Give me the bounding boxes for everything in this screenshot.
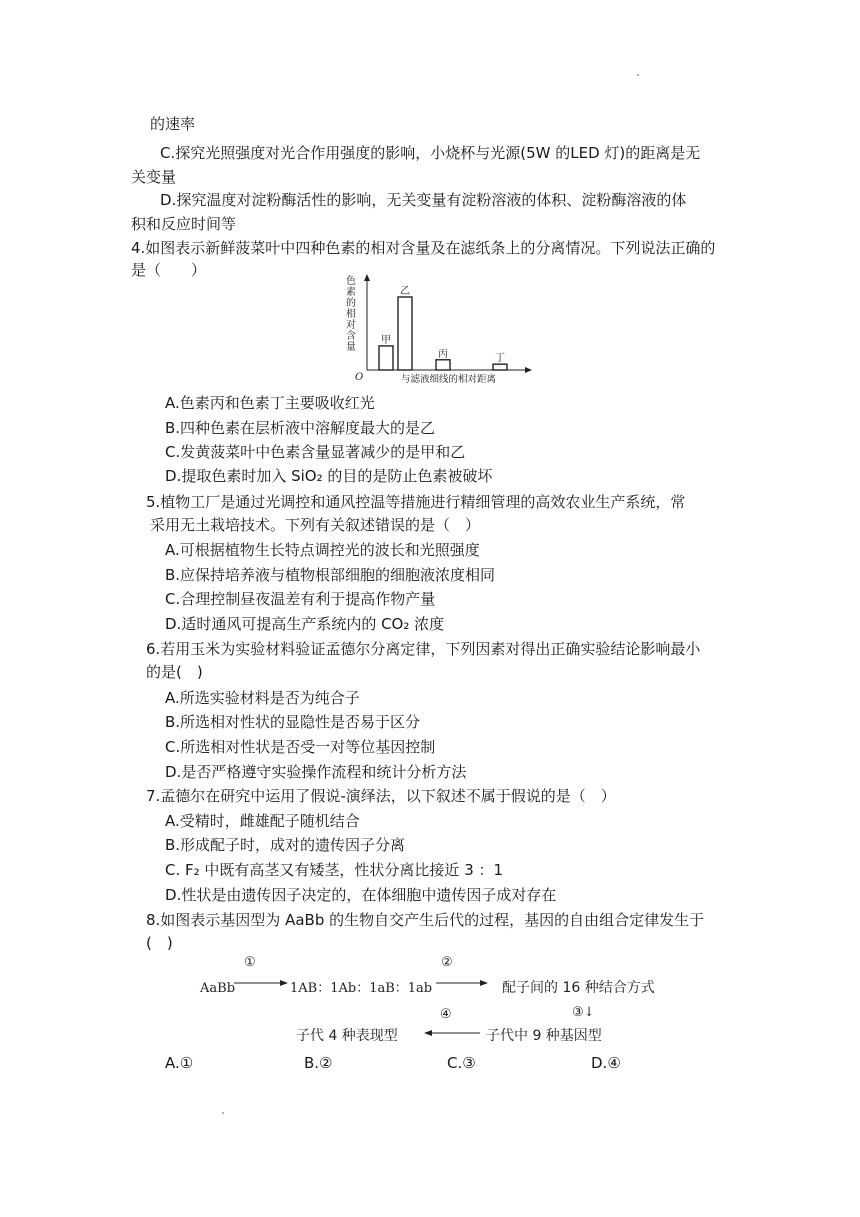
q5-option-c[interactable]: C.合理控制昼夜温差有利于提高作物产量 <box>165 590 436 608</box>
q8-stem-line2: ( ) <box>146 934 173 952</box>
scan-speck <box>222 1112 224 1114</box>
q4-option-c[interactable]: C.发黄菠菜叶中色素含量显著减少的是甲和乙 <box>165 443 466 461</box>
bar-2 <box>398 297 412 370</box>
q8-stem-line1: 8.如图表示基因型为 AaBb 的生物自交产生后代的过程，基因的自由组合定律发生于 <box>146 911 705 929</box>
q3-option-d-line2: 积和反应时间等 <box>131 215 237 233</box>
arrow-1-head <box>280 980 288 986</box>
step1-marker: ① <box>244 955 256 970</box>
step2-marker: ② <box>441 955 453 970</box>
bar-1 <box>379 346 393 370</box>
q5-stem-line1: 5.植物工厂是通过光调控和通风控温等措施进行精细管理的高效农业生产系统，常 <box>146 493 686 511</box>
chart-origin: O <box>355 372 364 383</box>
chart-xlabel: 与滤液细线的相对距离 <box>401 374 497 385</box>
q3-option-c-line2: 关变量 <box>131 168 177 186</box>
q4-option-a[interactable]: A.色素丙和色素丁主要吸收红光 <box>165 394 375 412</box>
q7-option-c[interactable]: C. F₂ 中既有高茎又有矮茎，性状分离比接近 3 ：1 <box>165 861 504 879</box>
q8-option-b[interactable]: B.② <box>304 1054 333 1072</box>
genotype-aabb: AaBb <box>200 981 236 996</box>
q4-stem-line1: 4.如图表示新鲜菠菜叶中四种色素的相对含量及在滤纸条上的分离情况。下列说法正确的 <box>131 239 716 257</box>
chart-bars <box>379 285 507 370</box>
scan-speck <box>637 74 639 76</box>
q6-option-a[interactable]: A.所选实验材料是否为纯合子 <box>165 689 360 707</box>
bar-4 <box>493 364 507 370</box>
step4-marker: ④ <box>440 1007 452 1022</box>
gamete-ratio: 1AB：1Ab：1aB：1ab <box>290 981 433 996</box>
y-axis-arrow <box>364 274 370 281</box>
pigment-bar-chart <box>335 270 535 390</box>
q7-option-b[interactable]: B.形成配子时，成对的遗传因子分离 <box>165 836 406 854</box>
q4-option-b[interactable]: B.四种色素在层析液中溶解度最大的是乙 <box>165 419 436 437</box>
bar-label-3: 丙 <box>438 348 448 360</box>
q8-option-d[interactable]: D.④ <box>591 1054 621 1072</box>
q6-option-c[interactable]: C.所选相对性状是否受一对等位基因控制 <box>165 738 436 756</box>
q7-stem: 7.孟德尔在研究中运用了假说-演绎法，以下叙述不属于假说的是（ ） <box>146 787 616 805</box>
offspring-genotypes: 子代中 9 种基因型 <box>486 1028 602 1044</box>
q6-option-d[interactable]: D.是否严格遵守实验操作流程和统计分析方法 <box>165 763 467 781</box>
q5-option-d[interactable]: D.适时通风可提高生产系统内的 CO₂ 浓度 <box>165 615 445 633</box>
x-axis-arrow <box>525 367 532 373</box>
q3-option-d-line1: D.探究温度对淀粉酶活性的影响，无关变量有淀粉溶液的体积、淀粉酶溶液的体 <box>160 191 687 209</box>
arrow-4-head <box>424 1030 432 1036</box>
q8-option-c[interactable]: C.③ <box>447 1054 476 1072</box>
cross-process-diagram <box>190 946 680 1052</box>
offspring-phenotypes: 子代 4 种表现型 <box>296 1028 398 1044</box>
bar-label-2: 乙 <box>400 286 410 297</box>
bar-label-4: 丁 <box>495 353 505 365</box>
q3-option-c-line1: C.探究光照强度对光合作用强度的影响，小烧杯与光源(5W 的LED 灯)的距离是无 <box>160 144 701 162</box>
bar-3 <box>436 360 450 370</box>
q5-stem-line2: 采用无土栽培技术。下列有关叙述错误的是（ ） <box>150 516 481 534</box>
q8-option-a[interactable]: A.① <box>165 1054 194 1072</box>
q6-stem-line2: 的是( ) <box>146 663 203 681</box>
step3-marker: ③↓ <box>572 1005 595 1020</box>
q4-option-d[interactable]: D.提取色素时加入 SiO₂ 的目的是防止色素被破坏 <box>165 467 493 485</box>
bar-label-1: 甲 <box>381 334 391 346</box>
gamete-combinations: 配子间的 16 种结合方式 <box>502 980 655 996</box>
q7-option-d[interactable]: D.性状是由遗传因子决定的，在体细胞中遗传因子成对存在 <box>165 886 557 904</box>
q5-option-a[interactable]: A.可根据植物生长特点调控光的波长和光照强度 <box>165 541 480 559</box>
q7-option-a[interactable]: A.受精时，雌雄配子随机结合 <box>165 812 360 830</box>
q3-continuation-line: 的速率 <box>150 115 196 133</box>
chart-ylabel: 色素的相对含量 <box>346 276 356 353</box>
q6-stem-line1: 6.若用玉米为实验材料验证孟德尔分离定律，下列因素对得出正确实验结论影响最小 <box>146 640 701 658</box>
q6-option-b[interactable]: B.所选相对性状的显隐性是否易于区分 <box>165 713 421 731</box>
q4-stem-line2: 是（ ） <box>131 261 207 279</box>
arrow-2-head <box>480 980 488 986</box>
q5-option-b[interactable]: B.应保持培养液与植物根部细胞的细胞液浓度相同 <box>165 566 496 584</box>
